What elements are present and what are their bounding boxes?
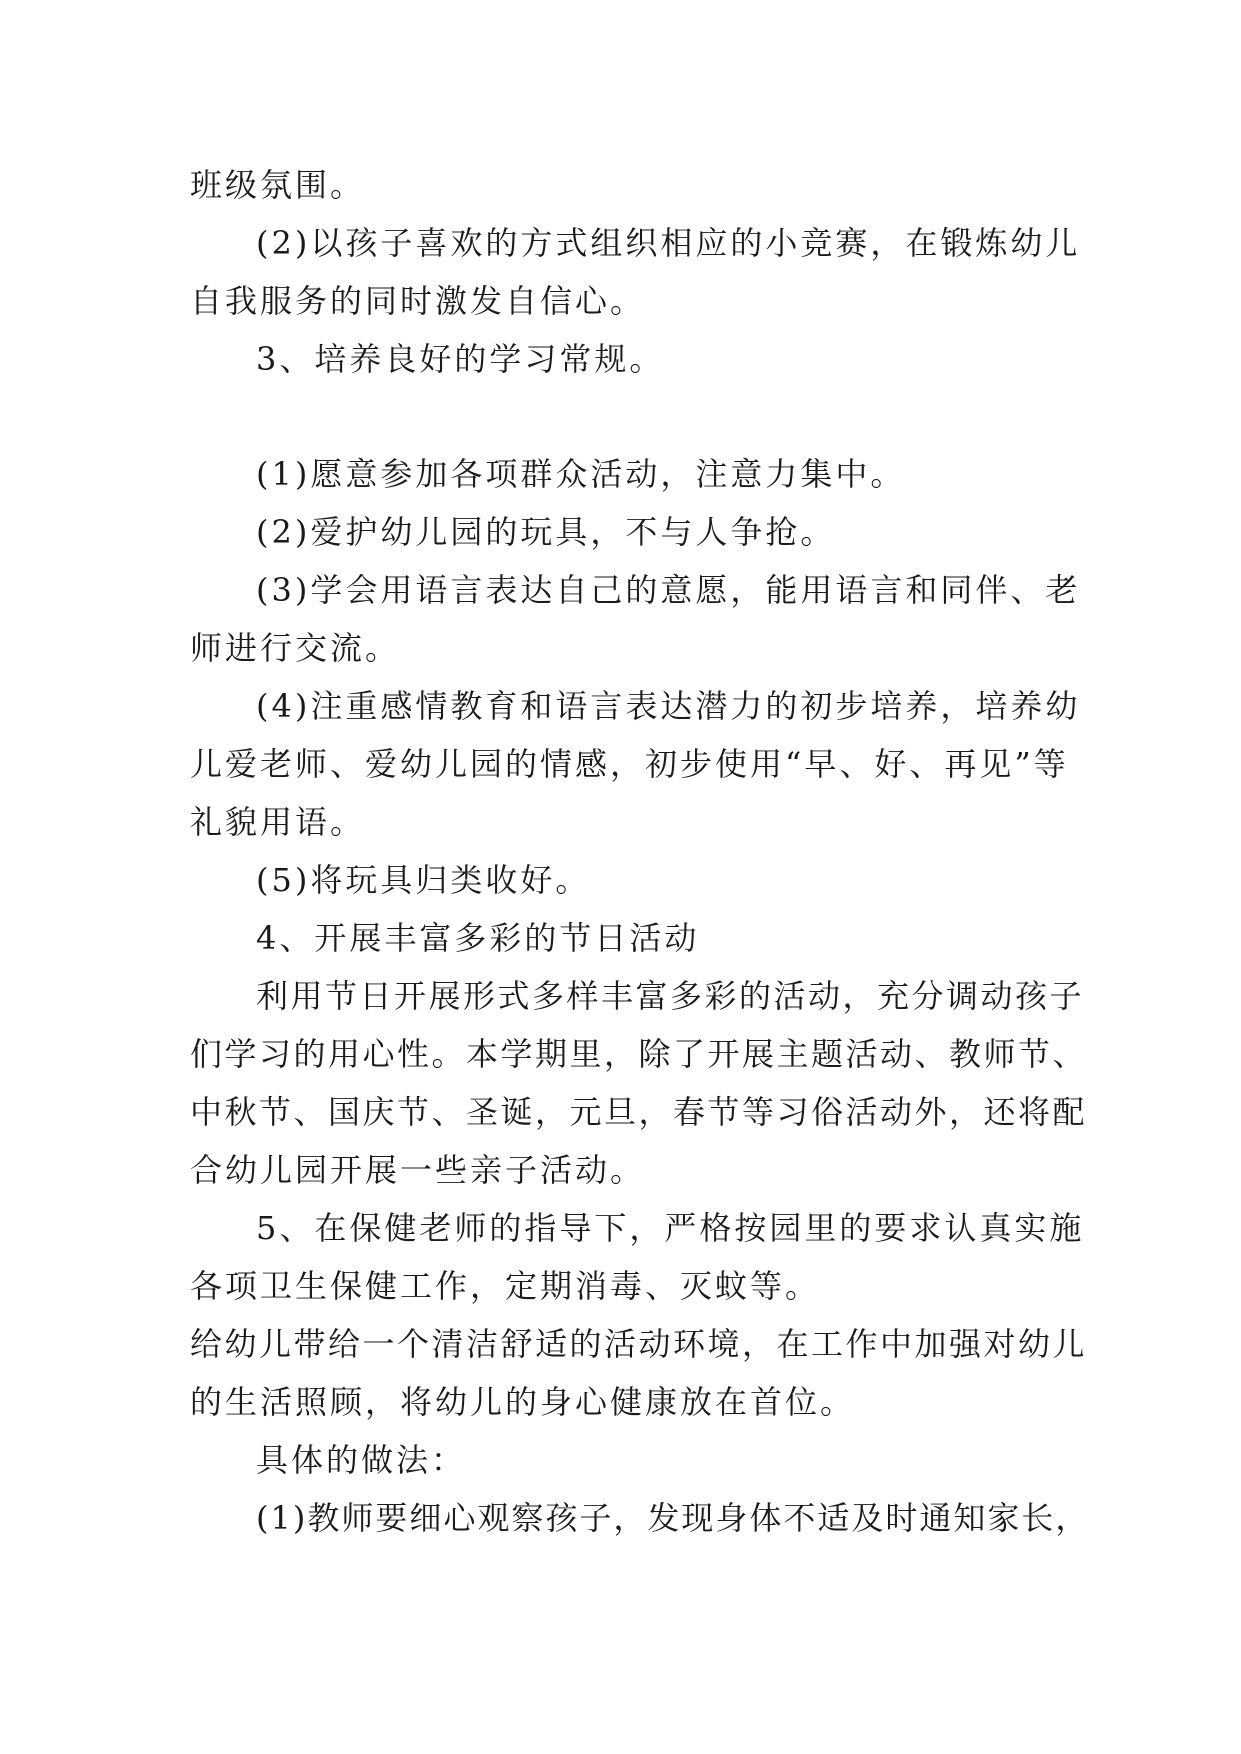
text-line-16: 中秋节、国庆节、圣诞，元旦，春节等习俗活动外，还将配 [190,1093,1088,1131]
text-line-9: (4)注重感情教育和语言表达潜力的初步培养，培养幼 [256,687,1081,725]
text-line-22: 具体的做法： [256,1441,467,1479]
text-line-5: (1)愿意参加各项群众活动，注意力集中。 [256,455,906,493]
text-line-19: 各项卫生保健工作，定期消毒、灭蚊等。 [190,1267,821,1305]
text-line-21: 的生活照顾，将幼儿的身心健康放在首位。 [190,1383,856,1421]
text-line-11: 礼貌用语。 [190,803,366,841]
text-line-20: 给幼儿带给一个清洁舒适的活动环境，在工作中加强对幼儿 [190,1325,1088,1363]
text-line-17: 合幼儿园开展一些亲子活动。 [190,1151,646,1189]
text-line-18: 5、在保健老师的指导下，严格按园里的要求认真实施 [256,1209,1085,1247]
text-line-2: (2)以孩子喜欢的方式组织相应的小竞赛，在锻炼幼儿 [256,224,1081,262]
text-line-3: 自我服务的同时激发自信心。 [190,282,646,320]
text-line-8: 师进行交流。 [190,629,401,667]
text-line-23: (1)教师要细心观察孩子，发现身体不适及时通知家长， [256,1499,1090,1537]
text-line-14: 利用节日开展形式多样丰富多彩的活动，充分调动孩子 [256,977,1085,1015]
text-line-4: 3、培养良好的学习常规。 [256,340,665,378]
text-line-12: (5)将玩具归类收好。 [256,861,591,899]
text-line-10: 儿爱老师、爱幼儿园的情感，初步使用“早、好、再见”等 [190,745,1069,783]
text-line-1: 班级氛围。 [190,166,366,204]
text-line-13: 4、开展丰富多彩的节日活动 [256,919,700,957]
text-line-6: (2)爱护幼儿园的玩具，不与人争抢。 [256,513,836,551]
text-line-7: (3)学会用语言表达自己的意愿，能用语言和同伴、老 [256,571,1081,609]
text-line-15: 们学习的用心性。本学期里，除了开展主题活动、教师节、 [190,1035,1088,1073]
